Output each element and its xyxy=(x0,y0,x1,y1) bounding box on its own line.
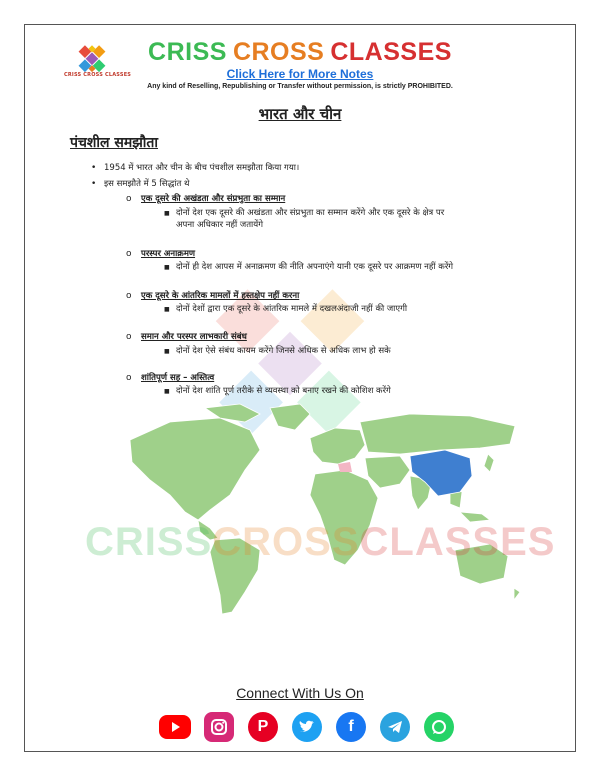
circle-bullet-icon: o xyxy=(126,194,132,204)
twitter-icon[interactable] xyxy=(292,712,322,742)
principle-heading-text: एक दूसरे की अखंडता और संप्रभुता का सम्मान xyxy=(141,194,286,204)
brand-word-cross: CROSS xyxy=(232,38,325,66)
detail-text: दोनों ही देश आपस में अनाक्रमण की नीति अपनाएंगे यानी एक दूसरे पर आक्रमण नहीं करेंगे xyxy=(176,262,454,272)
whatsapp-icon[interactable] xyxy=(424,712,454,742)
copyright-warning: Any kind of Reselling, Republishing or Transfer without permission, is strictly PROHIBITED. xyxy=(147,83,453,90)
bullet-dot: • xyxy=(91,179,97,189)
list-item xyxy=(91,162,300,174)
principle-heading-text: एक दूसरे के आंतरिक मामलों में हस्तक्षेप नहीं करना xyxy=(141,291,300,301)
facebook-icon[interactable]: f xyxy=(336,712,366,742)
telegram-icon[interactable] xyxy=(380,712,410,742)
bullet-text: इस समझौते में 5 सिद्धांत थे xyxy=(104,179,190,189)
square-bullet-icon: ■ xyxy=(164,348,170,355)
bullet-text: 1954 में भारत और चीन के बीच पंचशील समझौता किया गया। xyxy=(104,163,300,173)
detail-text: दोनों देश ऐसे संबंध कायम करेंगे जिनसे अधिक से अधिक लाभ हो सके xyxy=(176,346,391,356)
watermark-word-cross: CROSS xyxy=(212,520,360,564)
document-title: भारत और चीन xyxy=(258,105,342,123)
square-bullet-icon: ■ xyxy=(164,388,170,395)
list-item xyxy=(91,178,190,190)
principle-heading xyxy=(126,248,196,260)
square-bullet-icon: ■ xyxy=(164,264,170,271)
circle-bullet-icon: o xyxy=(126,332,132,342)
world-map xyxy=(110,400,530,622)
youtube-icon[interactable] xyxy=(159,715,191,739)
principle-heading xyxy=(126,372,215,384)
social-links xyxy=(159,712,459,746)
principle-detail xyxy=(164,345,391,357)
principle-heading-text: परस्पर अनाक्रमण xyxy=(141,249,196,259)
watermark-word-classes: CLASSES xyxy=(359,520,556,564)
brand-word-criss: CRISS xyxy=(148,38,227,66)
circle-bullet-icon: o xyxy=(126,249,132,259)
principle-detail xyxy=(164,385,391,397)
instagram-icon[interactable] xyxy=(204,712,234,742)
brand-word-classes: CLASSES xyxy=(330,38,452,66)
pinterest-icon[interactable]: P xyxy=(248,712,278,742)
principle-heading xyxy=(126,193,286,205)
connect-heading: Connect With Us On xyxy=(236,685,364,701)
principle-detail xyxy=(164,261,454,273)
square-bullet-icon: ■ xyxy=(164,210,170,217)
circle-bullet-icon: o xyxy=(126,291,132,301)
watermark-word-criss: CRISS xyxy=(85,520,213,564)
principle-heading xyxy=(126,290,300,302)
principle-detail-continued: अपना अधिकार नहीं जतायेंगे xyxy=(176,220,263,230)
logo-text: CRISS CROSS CLASSES xyxy=(64,72,132,78)
detail-text: दोनों देश शांति पूर्ण तरीके से व्यवस्था को बनाए रखने की कोशिश करेंगे xyxy=(176,386,391,396)
detail-text: दोनों देशों द्वारा एक दूसरे के आंतरिक मामले में दखलअंदाजी नहीं की जाएगी xyxy=(176,304,408,314)
principle-heading xyxy=(126,331,247,343)
more-notes-link[interactable]: Click Here for More Notes xyxy=(226,67,374,81)
section-heading: पंचशील समझौता xyxy=(70,135,159,151)
bullet-dot: • xyxy=(91,163,97,173)
principle-heading-text: समान और परस्पर लाभकारी संबंध xyxy=(141,332,247,342)
detail-text: दोनों देश एक दूसरे की अखंडता और संप्रभुता का सम्मान करेंगे और एक दूसरे के क्षेत्र पर xyxy=(176,208,445,218)
watermark-text xyxy=(85,520,555,565)
circle-bullet-icon: o xyxy=(126,373,132,383)
principle-detail xyxy=(164,207,445,219)
principle-heading-text: शांतिपूर्ण सह – अस्तित्व xyxy=(141,373,215,383)
square-bullet-icon: ■ xyxy=(164,306,170,313)
principle-detail xyxy=(164,303,408,315)
